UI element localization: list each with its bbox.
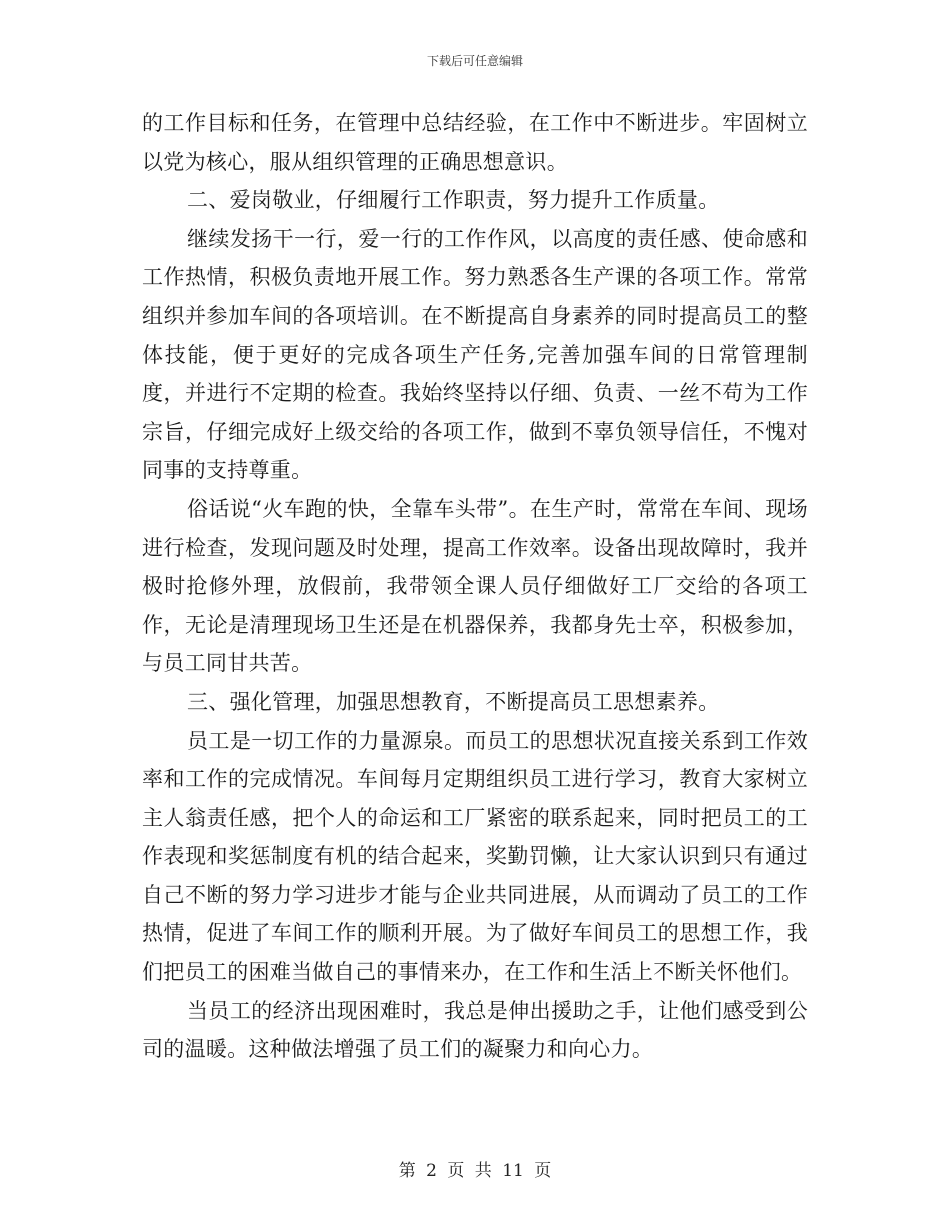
section-heading-2: 二、爱岗敬业，仔细履行工作职责，努力提升工作质量。 — [187, 188, 720, 213]
paragraph-dedication: 继续发扬干一行，爱一行的工作作风，以高度的责任感、使命感和工作热情，积极负责地开展工作。努力熟悉各生产课的各项工作。常常组织并参加车间的各项培训。在不断提高自身素养的同时提高员工的整体技能，便于更好的完成各项生产任务,完善加强车间的日常管理制度，并进行不定期的检查。我始终坚持以仔细、负责、一丝不苟为工作宗旨，仔细完成好上级交给的各项工作，做到不辜负领导信任，不愧对同事的支持尊重。 — [142, 226, 808, 483]
document-body — [142, 104, 808, 1069]
section-heading-3: 三、强化管理，加强思想教育，不断提高员工思想素养。 — [187, 689, 720, 714]
page-header: 下载后可任意编辑 — [426, 54, 523, 68]
paragraph-employees: 员工是一切工作的力量源泉。而员工的思想状况直接关系到工作效率和工作的完成情况。车间每月定期组织员工进行学习，教育大家树立主人翁责任感，把个人的命运和工厂紧密的联系起来，同时把员工的工作表现和奖惩制度有机的结合起来，奖勤罚懒，让大家认识到只有通过自己不断的努力学习进步才能与企业共同进展，从而调动了员工的工作热情，促进了车间工作的顺利开展。为了做好车间员工的思想工作，我们把员工的困难当做自己的事情来办，在工作和生活上不断关怀他们。 — [142, 728, 808, 985]
paragraph-support: 当员工的经济出现困难时，我总是伸出援助之手，让他们感受到公司的温暖。这种做法增强了员工们的凝聚力和向心力。 — [142, 998, 808, 1062]
page-number: 第 2 页 共 11 页 — [398, 1161, 552, 1181]
paragraph-continuation: 的工作目标和任务，在管理中总结经验，在工作中不断进步。牢固树立以党为核心，服从组织管理的正确思想意识。 — [142, 111, 808, 174]
paragraph-proverb: 俗话说“火车跑的快，全靠车头带”。在生产时，常常在车间、现场进行检查，发现问题及时处理，提高工作效率。设备出现故障时，我并极时抢修外理，放假前，我带领全课人员仔细做好工厂交给的各项工作，无论是清理现场卫生还是在机器保养，我都身先士卒，积极参加，与员工同甘共苦。 — [142, 496, 808, 676]
